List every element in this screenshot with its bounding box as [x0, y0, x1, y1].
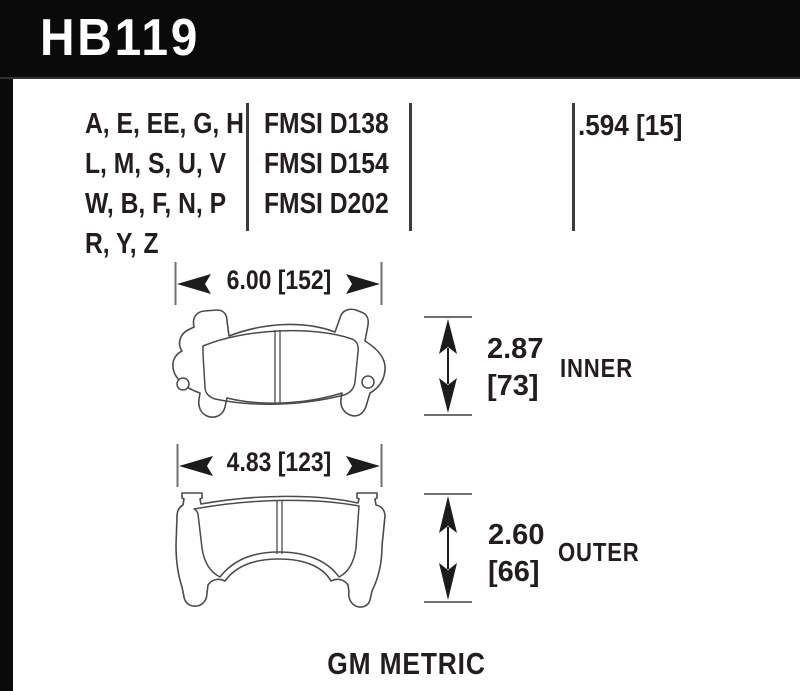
outer-pad-drawing	[165, 490, 393, 612]
pad-thickness-value: .594 [15]	[578, 110, 683, 142]
inner-pad-drawing	[141, 306, 389, 424]
inner-width-dimension-label: 6.00 [152]	[226, 265, 332, 295]
left-border-strip	[0, 0, 13, 691]
compound-codes-line: R, Y, Z	[85, 228, 159, 260]
column-divider	[572, 103, 575, 231]
inner-pad-label: INNER	[560, 353, 634, 383]
header-bar	[0, 0, 800, 79]
compound-codes-list	[85, 104, 244, 264]
application-name: GM METRIC	[327, 646, 486, 681]
fmsi-code-line: FMSI D138	[264, 108, 389, 140]
inner-height-mm: [73]	[487, 370, 539, 402]
fmsi-code-line: FMSI D202	[264, 188, 389, 220]
inner-height-inches: 2.87	[487, 333, 544, 365]
compound-codes-line: L, M, S, U, V	[85, 148, 227, 180]
fmsi-code-line: FMSI D154	[264, 148, 389, 180]
outer-pad-label: OUTER	[558, 537, 640, 567]
fmsi-codes-list	[264, 104, 389, 224]
compound-codes-line: A, E, EE, G, H	[85, 108, 244, 140]
column-divider	[246, 103, 249, 231]
outer-height-mm: [66]	[488, 556, 540, 588]
outer-height-dimension-arrow-icon	[422, 489, 474, 607]
compound-codes-line: W, B, F, N, P	[85, 188, 227, 220]
outer-height-inches: 2.60	[488, 519, 545, 551]
outer-width-dimension-label: 4.83 [123]	[226, 447, 332, 477]
inner-height-dimension-arrow-icon	[422, 312, 474, 420]
part-number-title: HB119	[40, 9, 201, 67]
column-divider	[409, 103, 412, 231]
